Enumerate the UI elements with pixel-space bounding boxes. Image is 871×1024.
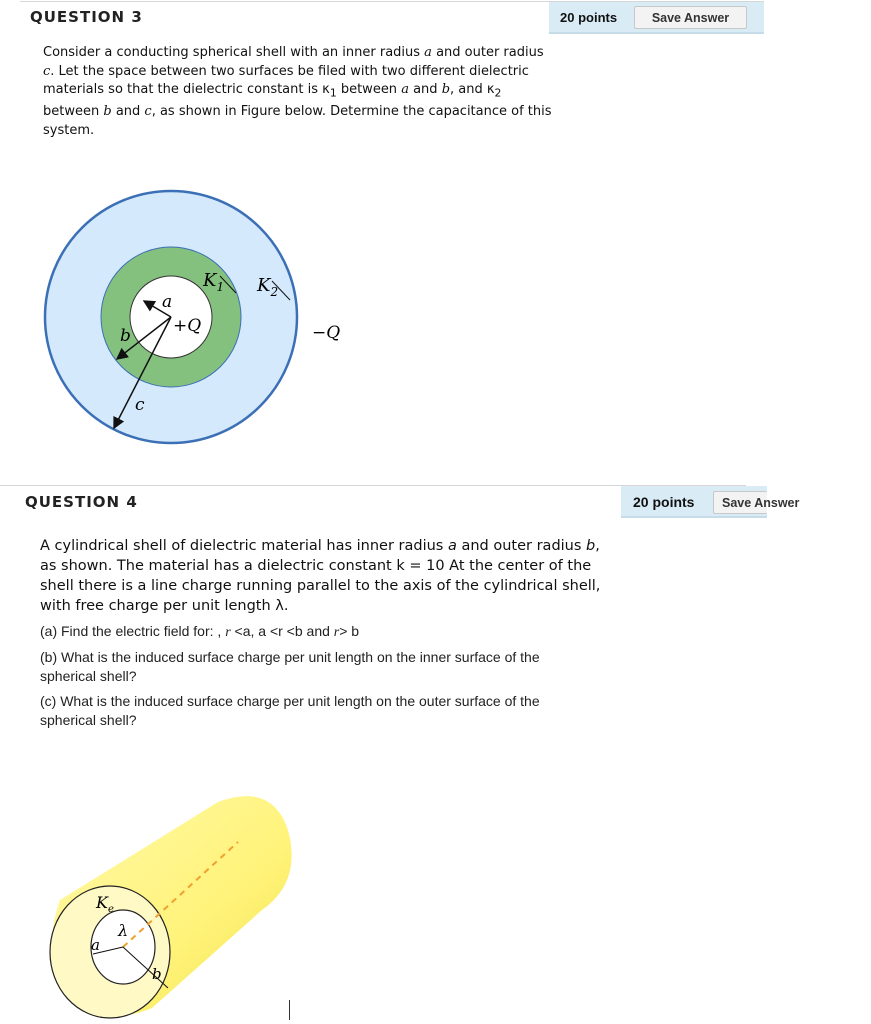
question-4-header <box>0 485 800 517</box>
q4-part-c <box>40 692 680 730</box>
spherical-shell-figure <box>40 188 370 450</box>
text-cursor <box>289 1000 290 1020</box>
q4-intro <box>40 536 680 616</box>
label-c: c <box>135 395 145 415</box>
q4-intro-line-3: shell there is a line charge running parallel to the axis of the cylindrical shell, <box>40 578 601 594</box>
question-3-title: QUESTION 3 <box>30 8 143 26</box>
question-3-text <box>43 44 603 140</box>
q4-intro-line-2: as shown. The material has a dielectric constant k = 10 At the center of the <box>40 558 592 574</box>
question-4-text <box>40 536 680 730</box>
label-b: b <box>120 326 131 346</box>
q3-line-1: Consider a conducting spherical shell with an inner radius a and outer radius <box>43 45 544 60</box>
label-minus-q: −Q <box>312 323 341 343</box>
question-3-points: 20 points <box>560 10 618 25</box>
q3-line-4: between b and c, as shown in Figure below. Determine the capacitance of this <box>43 104 552 120</box>
q3-line-5: system. <box>43 122 95 138</box>
q4-intro-line-4: with free charge per unit length λ. <box>40 598 289 614</box>
question-4-points: 20 points <box>633 494 695 510</box>
q4-part-b <box>40 648 680 686</box>
label-k2: $K_2$ <box>257 275 279 299</box>
q4-part-c-line-1: (c) What is the induced surface charge per unit length on the outer surface of the <box>40 693 540 709</box>
q4-part-b-line-1: (b) What is the induced surface charge per unit length on the inner surface of the <box>40 649 540 665</box>
q3-line-3: materials so that the dielectric constant is $\kappa_1$ between a and b, and $\kappa_2$ <box>43 82 502 100</box>
question-4-title: QUESTION 4 <box>25 493 138 511</box>
label-b: b <box>152 965 162 983</box>
cylindrical-shell-figure <box>40 790 300 1024</box>
q4-part-c-line-2: spherical shell? <box>40 712 137 728</box>
q4-intro-line-1: A cylindrical shell of dielectric material has inner radius a and outer radius b, <box>40 538 600 554</box>
q3-line-2: c. Let the space between two surfaces be filed with two different dielectric <box>43 63 529 79</box>
question-3-save-answer-button[interactable]: Save Answer <box>634 6 747 29</box>
label-lambda: λ <box>118 921 129 940</box>
label-a: a <box>91 936 100 954</box>
label-plus-q: +Q <box>173 316 202 336</box>
question-3-points-box <box>549 2 764 34</box>
q4-part-b-line-2: spherical shell? <box>40 668 137 684</box>
label-ke: $K_e$ <box>96 893 114 915</box>
q4-part-a: (a) Find the electric field for: , r <a, a <r <b and r> b <box>40 623 360 640</box>
label-a: a <box>162 292 173 312</box>
question-4-points-box <box>621 486 800 518</box>
question-4-save-answer-button[interactable]: Save Answer <box>713 491 767 514</box>
question-3-header <box>20 1 764 33</box>
label-k1: $K_1$ <box>203 270 225 294</box>
